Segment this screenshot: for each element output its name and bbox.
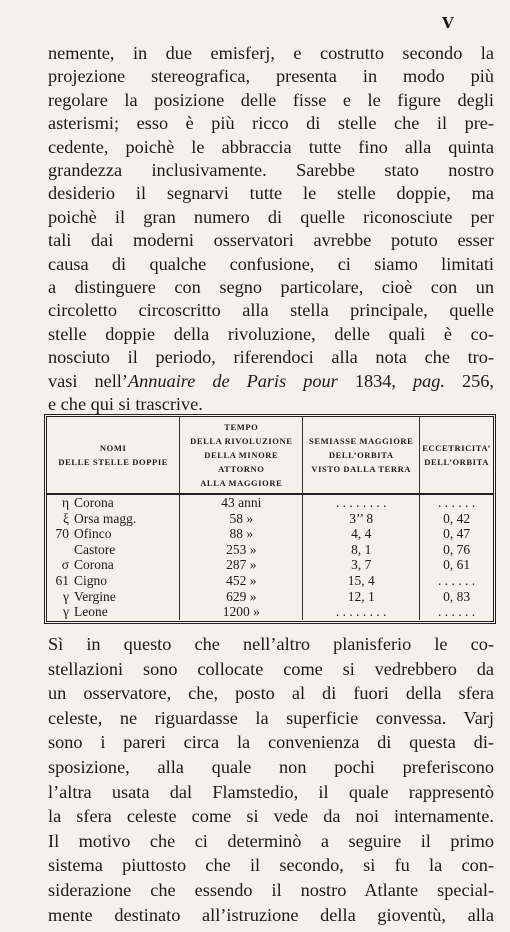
page-abbrev: pag. [412,370,445,391]
text-line: desiderio il segnarvi tutte le stelle doppie, ma [48,183,494,204]
text-line: nosciuto il periodo, riferendoci alla nota che tro- [48,347,494,368]
text-line: la sfera celeste come si vede da noi internamente. [48,806,494,827]
star-name: Orsa magg. [74,510,137,526]
header-eccentricity [420,417,493,494]
cell-period [180,511,303,527]
cell-eccentricity [420,511,493,527]
eccentricity-value: 0, 76 [443,541,471,557]
header-period [180,417,303,494]
period-value: 88 » [229,526,254,542]
star-name: Corona [74,495,114,510]
eccentricity-value: . . . . . . [438,572,476,588]
eccentricity-value: 0, 61 [443,557,471,573]
paragraph-1 [48,42,494,417]
cell-eccentricity [420,573,493,589]
cell-period [180,557,303,573]
table-header-row [47,417,493,494]
table-row [47,557,493,573]
cell-star-name [47,573,180,589]
cell-star-name [47,526,180,542]
text-fragment: 256, [444,370,494,391]
cell-semiaxis [303,494,420,511]
table-row [47,494,493,511]
text-line: a distinguere con segno particolare, cioè con un [48,277,494,298]
text-fragment: vasi nell’ [48,370,128,391]
header-text: TEMPO DELLA RIVOLUZIONE DELLA MINORE ATTORNO ALLA MAGGIORE [190,422,293,488]
eccentricity-value: 0, 83 [443,588,471,604]
cell-star-name [47,604,180,620]
cell-eccentricity [420,526,493,542]
double-stars-table [44,414,496,624]
cell-period [180,573,303,589]
text-line: grandezza inclusivamente. Sarebbe stato nostro [48,160,494,181]
table-row [47,511,493,527]
cell-semiaxis [303,526,420,542]
star-designation: γ [63,588,69,604]
cell-star-name [47,494,180,511]
text-fragment: 1834, [337,370,396,391]
text-line-annuaire [48,370,494,393]
period-value: 629 » [226,588,257,604]
text-line: e che qui si trascrive. [48,394,203,415]
semiaxis-value: 8, 1 [351,541,372,557]
header-text: SEMIASSE MAGGIORE DELL’ORBITA VISTO DALLA TERRA [309,436,414,474]
text-line: siderazione che essendo il nostro Atlante special- [48,879,494,900]
eccentricity-value: . . . . . . [438,604,476,620]
text-line: asterismi; esso è più ricco di stelle che il pre- [48,113,494,134]
header-text: NOMI DELLE STELLE DOPPIE [58,443,168,467]
cell-period [180,526,303,542]
period-value: 287 » [226,557,257,573]
table-row [47,573,493,589]
cell-period [180,542,303,558]
semiaxis-value: . . . . . . . . [335,495,387,510]
text-line: Sì in questo che nell’altro planisferio le co- [48,634,494,654]
text-line: mente destinato all’istruzione della gioventù, alla [48,904,494,925]
cell-eccentricity [420,604,493,620]
period-value: 58 » [229,510,254,526]
text-line: projezione stereografica, presenta in modo più [48,66,494,87]
table-row [47,604,493,620]
cell-semiaxis [303,557,420,573]
text-line: sposizione, alla quale non pochi preferiscono [48,756,494,777]
star-designation: 61 [55,572,69,588]
star-designation: η [61,495,69,510]
semiaxis-value: 3’’ 8 [349,510,374,526]
stars-table [47,417,493,620]
header-semiaxis [303,417,420,494]
star-name: Vergine [74,588,116,604]
text-line: Il motivo che ci determinò a seguire il primo [48,830,494,851]
cell-semiaxis [303,589,420,605]
period-value: 1200 » [222,604,260,620]
text-line: celeste, ne riguardasse la superficie convessa. Varj [48,707,494,728]
cell-eccentricity [420,557,493,573]
header-names [47,417,180,494]
text-line: l’altra usata dal Flamstedio, il quale rappresentò [48,781,494,802]
text-line: circoletto circoscritto alla stella principale, quelle [48,300,494,321]
text-line: causa di qualche confusione, ci siamo limitati [48,253,494,274]
text-line: tali dai moderni osservatori avrebbe potuto esser [48,230,494,251]
cell-period [180,589,303,605]
star-name: Castore [74,541,116,557]
semiaxis-value: 4, 4 [351,526,372,542]
cell-period [180,604,303,620]
eccentricity-value: . . . . . . [438,495,476,510]
cell-period [180,494,303,511]
text-line: nemente, in due emisferj, e costrutto secondo la [48,43,494,63]
semiaxis-value: 3, 7 [351,557,372,573]
cell-star-name [47,589,180,605]
text-line: un osservatore, che, posto al di fuori della sfera [48,683,494,704]
text-line: sistema piuttosto che il secondo, si fu la con- [48,855,494,876]
cell-star-name [47,557,180,573]
table-body [47,494,493,620]
star-name: Corona [74,557,114,573]
semiaxis-value: 12, 1 [347,588,375,604]
star-designation: σ [61,557,69,573]
cell-star-name [47,511,180,527]
cell-semiaxis [303,542,420,558]
eccentricity-value: 0, 42 [443,510,471,526]
cell-eccentricity [420,542,493,558]
period-value: 43 anni [221,495,262,510]
cell-star-name [47,542,180,558]
star-designation: γ [63,604,69,620]
star-name: Ofinco [74,526,112,542]
header-text: ECCETRICITA’ DELL’ORBITA [422,443,491,467]
text-line: cedente, poichè le abbraccia tutte fino alla quinta [48,136,494,157]
cell-eccentricity [420,494,493,511]
eccentricity-value: 0, 47 [443,526,471,542]
star-designation: 70 [55,526,69,542]
cell-semiaxis [303,511,420,527]
table-row [47,589,493,605]
semiaxis-value: . . . . . . . . [335,604,387,620]
semiaxis-value: 15, 4 [347,572,375,588]
cell-semiaxis [303,604,420,620]
table-row [47,542,493,558]
text-line: sono i pareri circa la convenienza di questa di- [48,732,494,753]
text-line: poichè il gran numero di quelle riconosciute per [48,206,494,227]
cell-semiaxis [303,573,420,589]
period-value: 253 » [226,541,257,557]
star-designation: ξ [62,510,69,526]
paragraph-2 [48,632,494,927]
table-row [47,526,493,542]
text-line: stellazioni sono collocate come si vedrebbero da [48,658,494,679]
star-name: Cigno [74,572,108,588]
text-line: stelle doppie della rivoluzione, delle quali è co- [48,323,494,344]
cell-eccentricity [420,589,493,605]
text-line: regolare la posizione delle fisse e le figure degli [48,89,494,110]
period-value: 452 » [226,572,257,588]
book-title: Annuaire de Paris pour [127,370,338,391]
star-name: Leone [74,604,108,620]
page-number: V [442,14,455,32]
